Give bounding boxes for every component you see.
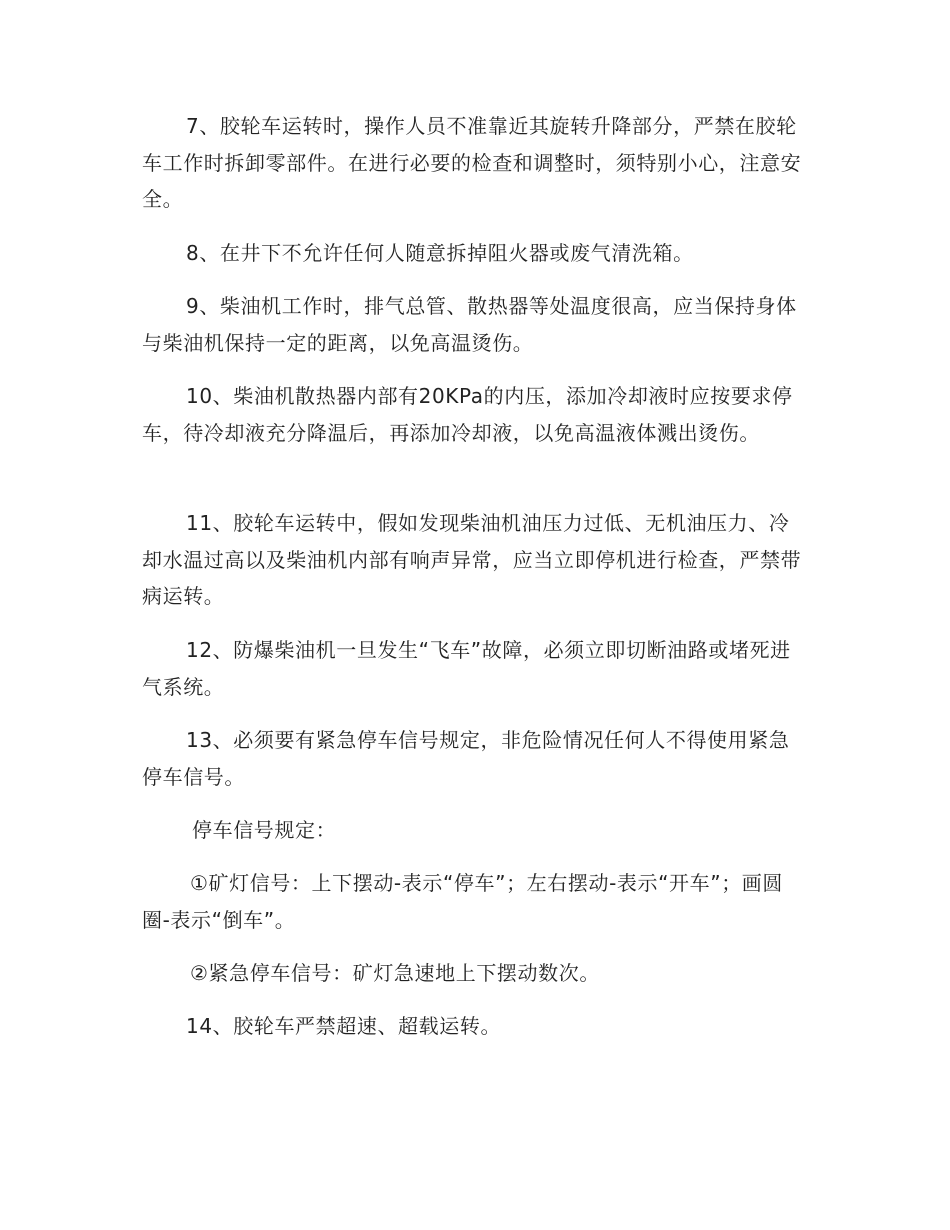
paragraph-11: 11、胶轮车运转中，假如发现柴油机油压力过低、无机油压力、冷却水温过高以及柴油机内部有响声异常，应当立即停机进行检查，严禁带病运转。 (142, 511, 802, 608)
paragraph-10: 10、柴油机散热器内部有20KPa的内压，添加冷却液时应按要求停车，待冷却液充分降温后，再添加冷却液，以免高温液体溅出烫伤。 (142, 384, 793, 445)
paragraph-13: 13、必须要有紧急停车信号规定，非危险情况任何人不得使用紧急停车信号。 (142, 728, 790, 789)
paragraph-8: 8、在井下不允许任何人随意拆掉阻火器或废气清洗箱。 (186, 241, 694, 265)
stop-signal-heading: 停车信号规定： (192, 818, 337, 842)
paragraph-7: 7、胶轮车运转时，操作人员不准靠近其旋转升降部分，严禁在胶轮车工作时拆卸零部件。在进行必要的检查和调整时，须特别小心，注意安全。 (142, 114, 802, 211)
paragraph-14: 14、胶轮车严禁超速、超载运转。 (186, 1014, 502, 1038)
signal-item-2: ②紧急停车信号：矿灯急速地上下摆动数次。 (190, 961, 600, 985)
paragraph-9: 9、柴油机工作时，排气总管、散热器等处温度很高，应当保持身体与柴油机保持一定的距离，以免高温烫伤。 (142, 294, 797, 355)
signal-item-1: ①矿灯信号：上下摆动-表示“停车”；左右摆动-表示“开车”；画圆圈-表示“倒车”。 (142, 871, 784, 932)
paragraph-12: 12、防爆柴油机一旦发生“飞车”故障，必须立即切断油路或堵死进气系统。 (142, 638, 791, 699)
